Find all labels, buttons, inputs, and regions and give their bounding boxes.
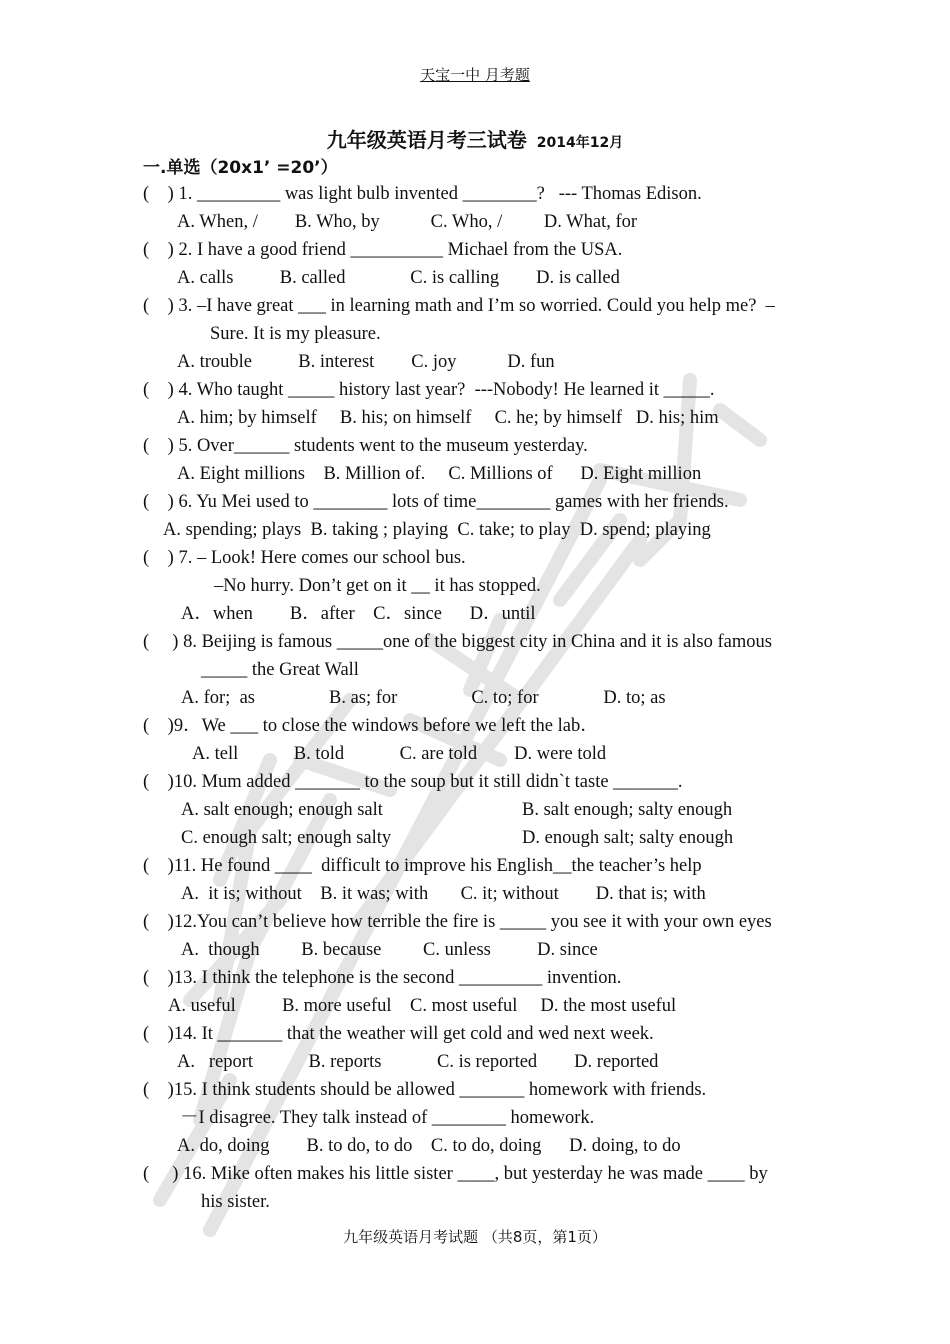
question-line: ( )15. I think students should be allowed _______ homework with friends. [143,1080,707,1100]
question-line: Sure. It is my pleasure. [210,324,381,344]
question-line: ( )12.You can’t believe how terrible the fire is _____ you see it with your own eyes [143,912,772,932]
answer-option: C. enough salt; enough salty [181,828,392,848]
question-line: ( ) 5. Over______ students went to the museum yesterday. [143,436,588,456]
question-line: his sister. [201,1192,270,1212]
answer-options: A. though B. because C. unless D. since [181,940,598,960]
question-line: ( )9．We ___ to close the windows before we left the lab． [143,716,599,736]
question-line: ( )10. Mum added _______ to the soup but it still didn`t taste _______. [143,772,683,792]
question-line: ( )13. I think the telephone is the second _________ invention. [143,968,622,988]
question-line: ( ) 6. Yu Mei used to ________ lots of time________ games with her friends. [143,492,729,512]
question-line: ( ) 1. _________ was light bulb invented ________? --- Thomas Edison. [143,184,702,204]
question-line: ( ) 3. –I have great ___ in learning math and I’m so worried. Could you help me? – [143,296,775,316]
answer-option: D. enough salt; salty enough [522,828,734,848]
question-line: ( ) 16. Mike often makes his little sister ____, but yesterday he was made ____ by [143,1164,768,1184]
question-line: _____ the Great Wall [201,660,359,680]
answer-options: A. calls B. called C. is calling D. is called [177,268,620,288]
answer-options: A. tell B. told C. are told D. were told [192,744,607,764]
title-text: 九年级英语月考三试卷 [326,128,527,152]
question-line: ( ) 7. – Look! Here comes our school bus. [143,548,466,568]
answer-options: A. do, doing B. to do, to do C. to do, doing D. doing, to do [177,1136,681,1156]
exam-title [0,124,950,153]
question-line: ( )14. It _______ that the weather will get cold and wed next week. [143,1024,654,1044]
answer-options: A. him; by himself B. his; on himself C. he; by himself D. his; him [177,408,719,428]
exam-header [0,64,950,85]
question-line: –No hurry. Don’t get on it __ it has stopped. [214,576,541,596]
page-footer: 九年级英语月考试题 （共8页，第1页） [343,1228,607,1246]
question-line: ( ) 2. I have a good friend __________ Michael from the USA. [143,240,623,260]
answer-options: A. report B. reports C. is reported D. reported [177,1052,659,1072]
answer-options: A. for; as B. as; for C. to; for D. to; as [181,688,666,708]
answer-options: A．when B．after C．since D．until [181,604,536,624]
title-date: 2014年12月 [536,135,624,151]
answer-option: A. salt enough; enough salt [181,800,383,820]
question-line: ( )11. He found ____ difficult to improve his English__the teacher’s help [143,856,702,876]
section-heading: 一.单选（20x1’ =20’） [143,158,338,178]
answer-options: A. When, / B. Who, by C. Who, / D. What, for [177,212,638,232]
question-line: ( ) 8. Beijing is famous _____one of the biggest city in China and it is also famous [143,632,772,652]
answer-options: A. spending; plays B. taking ; playing C. take; to play D. spend; playing [163,520,711,540]
question-line: ( ) 4. Who taught _____ history last year? ---Nobody! He learned it _____. [143,380,715,400]
answer-options: A. trouble B. interest C. joy D. fun [177,352,555,372]
school-name: 天宝一中 月考题 [420,66,530,84]
answer-options: A. it is; without B. it was; with C. it; without D. that is; with [181,884,706,904]
answer-options: A. Eight millions B. Million of. C. Millions of D. Eight million [177,464,702,484]
question-line: －I disagree. They talk instead of ________ homework. [180,1108,595,1128]
answer-option: B. salt enough; salty enough [522,800,733,820]
answer-options: A. useful B. more useful C. most useful D. the most useful [168,996,677,1016]
